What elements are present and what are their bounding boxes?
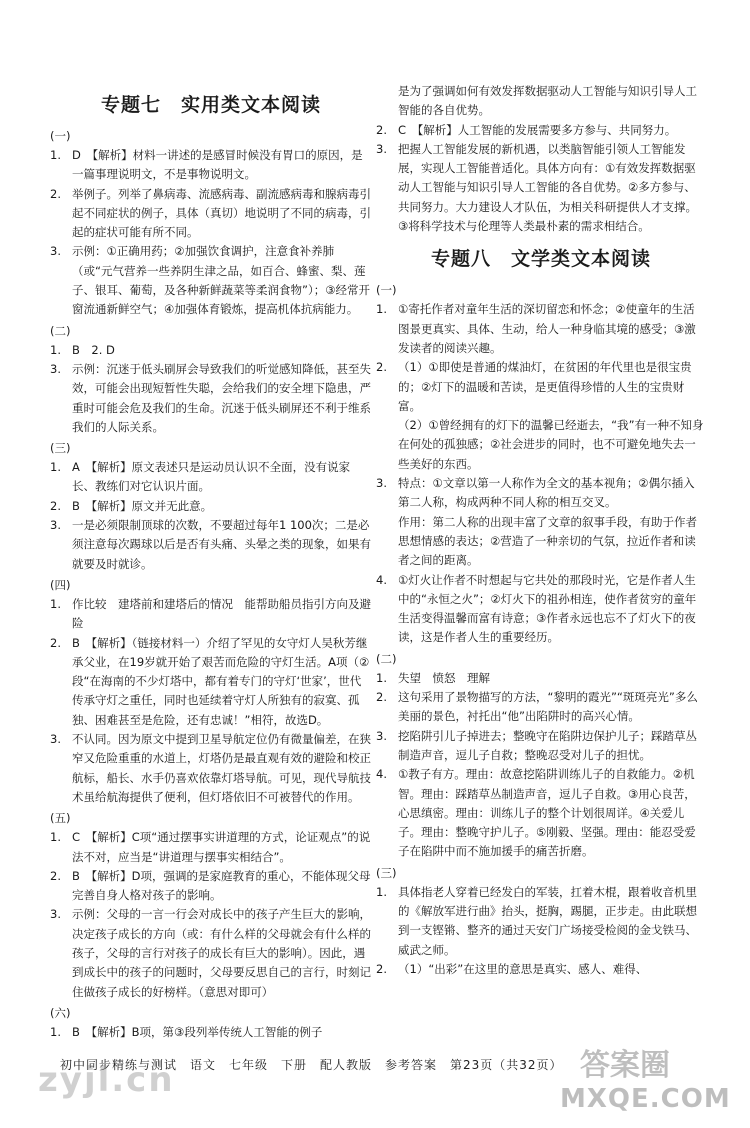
answer-number: 2.: [376, 690, 387, 705]
answer-number: 1.: [50, 1024, 61, 1039]
answer-number: 2.: [376, 122, 387, 137]
right-column: [376, 82, 706, 979]
answer-number: 1.: [50, 460, 61, 475]
answer-text: ①灯火让作者不时想起与它共处的那段时光，它是作者人生中的“永恒之火”；②灯火下的祖孙相连，使作者贫穷的童年生活变得温馨而富有诗意；③作者永远也忘不了灯火下的夜读，这是作者人生的重要经历。: [398, 572, 697, 645]
answer-text: B 【解析】D项，强调的是家庭教育的重心，不能体现父母完善自身人格对孩子的影响。: [72, 868, 371, 903]
answer-number: 1.: [376, 302, 387, 317]
answer-text: B 2. D: [72, 342, 115, 357]
answer-item: [50, 634, 372, 730]
answer-item: [50, 360, 372, 437]
answer-number: 3.: [376, 476, 387, 491]
answer-text: 把握人工智能发展的新机遇，以类脑智能引领人工智能发展，实现人工智能普适化。具体方向有：①有效发挥数据驱动人工智能与知识引导人工智能的各自优势。②多方参与、共同努力。大力建设人才队伍，为相关科研提供人才支撑。③将科学技术与伦理等人类最朴素的需求相结合。: [398, 141, 697, 234]
answer-item: [376, 358, 706, 416]
answer-number: 2.: [50, 498, 61, 513]
answer-text: C 【解析】人工智能的发展需要多方参与、共同努力。: [398, 122, 677, 137]
answer-number: 1.: [376, 884, 387, 899]
answer-text: ①教子有方。理由：故意挖陷阱训练儿子的自救能力。②机智。理由：踩踏草丛制造声音，逗儿子自救。③用心良苦，心思缜密。理由：训练儿子的整个计划很周详。④关爱儿子。理由：整晚守护儿子。⑤刚毅、坚强。理由：能忍受爱子在陷阱中而不施加援手的痛苦折磨。: [398, 767, 696, 859]
answer-item: [50, 146, 372, 185]
answer-text: 举例子。列举了鼻病毒、流感病毒、副流感病毒和腺病毒引起不同症状的例子，具体（真切）地说明了不同的病毒，引起的症状可能有所不同。: [72, 186, 371, 240]
section-label: (一): [50, 129, 71, 143]
answer-item: [376, 688, 706, 727]
answer-item: [376, 669, 706, 688]
answer-number: 4.: [376, 767, 387, 782]
answer-item: [376, 765, 706, 861]
left-sections: [50, 127, 372, 1042]
answer-item: [50, 730, 372, 807]
answer-item: [376, 140, 706, 236]
answer-text: 示例：沉迷于低头刷屏会导致我们的听觉感知降低，甚至失效，可能会出现短暂性失聪，会给我们的安全埋下隐患，严重时可能会危及我们的生命。沉迷于低头刷屏还不利于维系我们的人际关系。: [72, 361, 371, 434]
answer-text: 示例：父母的一言一行会对成长中的孩子产生巨大的影响，决定孩子成长的方向（或：有什么样的父母就会有什么样的孩子，父母的言行对孩子的成长有巨大的影响）。因此，遇到成长中的孩子的问题时，父母要反思自己的言行，时刻记住做孩子成长的好榜样。（意思对即可）: [72, 907, 371, 999]
page-footer: 初中同步精练与测试 语文 七年级 下册 配人教版 参考答案 第23页（共32页）: [60, 1058, 563, 1072]
section-label: (一): [376, 283, 397, 298]
answer-item: [376, 474, 706, 513]
section-label: (五): [50, 811, 71, 826]
answer-number: 1.: [50, 596, 61, 611]
answer-item: [50, 516, 372, 574]
answer-text: 特点：①文章以第一人称作为全文的基本视角；②偶尔插入第二人称，构成两种不同人称的相互交叉。: [398, 476, 695, 510]
answer-item: [50, 341, 372, 360]
answer-text: B 【解析】（链接材料一）介绍了罕见的女守灯人吴秋芳继承父业，在19岁就开始了艰苦而危险的守灯生活。A项（②段“在海南的不少灯塔中，都有着专门的守灯‘世家’，世代传承守灯之重任，同时也延续着守灯人所独有的寂寞、孤独、困难甚至是危险，还有忠诚！”相符，故选D。: [72, 635, 370, 727]
answer-item: [376, 121, 706, 140]
answer-text: 不认同。因为原文中提到卫星导航定位仍有微量偏差，在狭窄又危险重重的水道上，灯塔仍是最直观有效的避险和校正航标，船长、水手仍喜欢依靠灯塔导航。可见，现代导航技术虽给航海提供了便利，但灯塔依旧不可被替代的作用。: [72, 732, 371, 804]
answer-number: [376, 513, 398, 571]
answer-item: [376, 82, 706, 121]
answer-number: 3.: [50, 518, 61, 533]
topic-eight-title: 专题八 文学类文本阅读: [430, 248, 651, 271]
section-label: (四): [50, 577, 71, 592]
watermark-right-line1: 答案圈: [580, 1048, 670, 1083]
answer-text: （1）①即使是普通的煤油灯，在贫困的年代里也是很宝贵的；②灯下的温暖和苦读，是更值得珍惜的人生的宝贵财富。: [398, 360, 692, 413]
answer-number: 2.: [376, 961, 387, 976]
answer-text: C 【解析】C项“通过摆事实讲道理的方式，论证观点”的说法不对，应当是“讲道理与摆事实相结合”。: [72, 830, 371, 864]
answer-number: 2.: [50, 186, 61, 201]
section-label: (二): [50, 323, 71, 338]
answer-text: D 【解析】材料一讲述的是感冒时候没有胃口的原因，是一篇事理说明文，不是事物说明文。: [72, 148, 363, 182]
answer-number: 4.: [376, 572, 387, 587]
answer-number: 3.: [50, 361, 61, 376]
answer-item: [376, 513, 706, 571]
answer-text: 失望 愤怒 理解: [398, 670, 490, 685]
answer-number: 1.: [376, 670, 387, 685]
right-lead-items: [376, 82, 706, 236]
answer-number: 1.: [50, 148, 61, 162]
left-column: [50, 78, 372, 1042]
answer-text: B 【解析】B项，第③段列举传统人工智能的例子: [72, 1024, 323, 1039]
watermark-right: [560, 1040, 731, 1120]
answer-item: [50, 458, 372, 497]
answer-text: 是为了强调如何有效发挥数据驱动人工智能与知识引导人工智能的各自优势。: [398, 84, 697, 118]
answer-item: [376, 300, 706, 358]
answer-number: 3.: [376, 728, 387, 743]
answer-number: 1.: [50, 830, 61, 845]
answer-text: 一是必须限制顶球的次数，不要超过每年1 100次；二是必须注意每次踢球以后是否有头痛、头晕之类的现象，如果有就要及时就诊。: [72, 518, 371, 571]
answer-text: （1）“出彩”在这里的意思是真实、感人、难得、: [398, 961, 648, 976]
answer-number: 3.: [376, 141, 387, 156]
answer-number: 1.: [50, 342, 61, 357]
answer-item: [50, 497, 372, 516]
answer-number: [376, 416, 398, 474]
answer-item: [50, 595, 372, 634]
answer-text: （2）①曾经拥有的灯下的温馨已经逝去，“我”有一种不知身在何处的孤独感；②社会进步的同时，也不可避免地失去一些美好的东西。: [398, 418, 704, 471]
answer-text: 作用：第二人称的出现丰富了文章的叙事手段，有助于作者思想情感的表达；②营造了一种亲切的气氛，拉近作者和读者之间的距离。: [398, 514, 697, 568]
answer-text: A 【解析】原文表述只是运动员认识不全面，没有说家长、教练们对它认识片面。: [72, 460, 351, 494]
answer-item: [50, 867, 372, 906]
topic-seven-title: 专题七 实用类文本阅读: [100, 94, 321, 116]
answer-item: [376, 883, 706, 960]
watermark-left: zyjl.cn: [38, 1060, 175, 1100]
watermark-right-line2: MXQE.COM: [560, 1084, 731, 1114]
answer-item: [376, 571, 706, 648]
answer-item: [376, 727, 706, 766]
answer-text: 具体指老人穿着已经发白的军装，扛着木棍，跟着收音机里的《解放军进行曲》抬头，挺胸，踢腿，正步走。由此联想到一支铿锵、整齐的通过天安门广场接受检阅的金戈铁马、威武之师。: [398, 884, 697, 957]
answer-item: [50, 185, 372, 243]
answer-text: 这句采用了景物描写的方法，“黎明的霞光”“斑斑亮光”多么美丽的景色，衬托出“他”出陷阱时的高兴心情。: [398, 690, 698, 724]
answer-number: 3.: [50, 732, 61, 747]
answer-number: 3.: [50, 244, 61, 259]
right-sections: [376, 281, 706, 979]
answer-number: 2.: [50, 635, 61, 650]
section-label: (三): [50, 441, 71, 456]
answer-item: [50, 828, 372, 867]
answer-item: [50, 1023, 372, 1042]
answer-text: 示例：①正确用药；②加强饮食调护，注意食补养肺（或“元气营养一些养阴生津之品，如百合、蜂蜜、梨、莲子、银耳、葡萄，及各种新鲜蔬菜等柔润食物”）；③经常开窗流通新鲜空气；④加强体育锻炼，提高机体抗病能力。: [72, 244, 371, 317]
answer-item: [376, 416, 706, 474]
answer-item: [50, 242, 372, 319]
answer-number: 2.: [50, 868, 61, 883]
answer-text: 作比较 建塔前和建塔后的情况 能帮助船员指引方向及避险: [72, 596, 371, 631]
section-label: (三): [376, 865, 397, 880]
answer-number: 2.: [376, 360, 387, 375]
section-label: (六): [50, 1005, 71, 1020]
answer-item: [376, 960, 706, 979]
answer-number: 3.: [50, 907, 61, 922]
answer-text: 挖陷阱引儿子掉进去；整晚守在陷阱边保护儿子；踩踏草丛制造声音，逗儿子自救；整晚忍受对儿子的担忧。: [398, 728, 697, 762]
section-label: (二): [376, 651, 397, 666]
answer-text: B 【解析】原文并无此意。: [72, 498, 213, 513]
answer-text: ①寄托作者对童年生活的深切留恋和怀念；②使童年的生活图景更真实、具体、生动，给人一种身临其境的感受；③激发读者的阅读兴趣。: [398, 302, 696, 355]
answer-item: [50, 905, 372, 1001]
answer-number: [376, 82, 398, 121]
